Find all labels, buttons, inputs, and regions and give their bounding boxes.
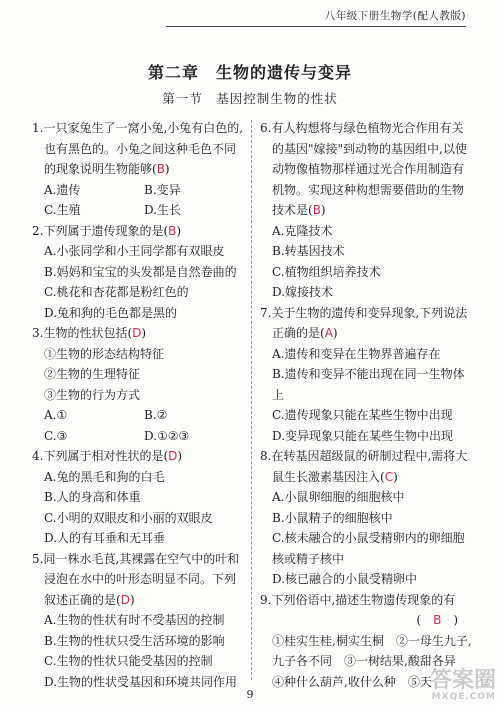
statement-item: ③生物的行为方式 bbox=[44, 387, 141, 402]
statement-item: ②生物的生理特征 bbox=[44, 367, 141, 381]
question-2 bbox=[32, 221, 244, 324]
question-7-stem: 7.关于生物的遗传和变异现象,下列说法正确的是(A) bbox=[260, 305, 468, 340]
question-6-answer: B bbox=[312, 203, 321, 217]
question-1-options-row bbox=[32, 200, 244, 221]
question-9-answer: B bbox=[433, 613, 442, 627]
question-8-stem: 8.在转基因超级鼠的研制过程中,需将大鼠生长激素基因注入(C) bbox=[260, 449, 468, 484]
option-c: C.生殖 bbox=[44, 203, 81, 217]
option-a: A.遗传 bbox=[44, 182, 81, 197]
option-b: B.遗传和变异不能出现在同一生物体上 bbox=[272, 367, 465, 402]
page-number: 9 bbox=[246, 688, 254, 701]
option-c: C.植物组织培养技术 bbox=[272, 264, 381, 279]
question-5-answer: D bbox=[120, 592, 130, 607]
section-title: 第一节 基因控制生物的性状 bbox=[162, 91, 338, 106]
question-5 bbox=[32, 549, 244, 693]
option-b: B.② bbox=[144, 408, 168, 422]
question-4-answer: D bbox=[168, 449, 178, 463]
question-3-options-row bbox=[32, 426, 244, 447]
option-b: B.变异 bbox=[144, 182, 181, 197]
option-b: B.小鼠精子的细胞核中 bbox=[272, 510, 393, 525]
question-4-stem: 4.下列属于相对性状的是(D) bbox=[32, 449, 183, 463]
watermark-logo bbox=[424, 670, 496, 704]
option-d: D.核已融合的小鼠受精卵中 bbox=[272, 572, 418, 586]
option-a: A.① bbox=[44, 408, 68, 422]
running-header: 八年级下册生物学(配人教版) bbox=[166, 8, 466, 27]
option-b: B.妈妈和宝宝的头发都是自然卷曲的 bbox=[44, 264, 237, 279]
option-a: A.遗传和变异在生物界普遍存在 bbox=[272, 346, 441, 361]
watermark-main: 答案圈 bbox=[429, 668, 496, 693]
question-1-stem: 1.一只家兔生了一窝小兔,小兔有白色的,也有黑色的。小兔之间这种毛色不同的现象说明生物能够(B) bbox=[32, 121, 244, 176]
statement-item: ①生物的形态结构特征 bbox=[44, 346, 165, 361]
question-1-answer: B bbox=[156, 162, 165, 176]
option-a: A.小张同学和小王同学都有双眼皮 bbox=[44, 244, 225, 258]
option-d: D.生物的性状受基因和环境共同作用 bbox=[44, 674, 238, 689]
question-9-stem: 9.下列俗语中,描述生物遗传现象的有 bbox=[260, 592, 456, 607]
question-8-answer: C bbox=[384, 469, 394, 484]
option-d: D.生长 bbox=[144, 203, 182, 217]
option-d: D.变异现象只能在某些生物中出现 bbox=[272, 428, 454, 443]
question-2-stem: 2.下列属于遗传现象的是(B) bbox=[32, 223, 182, 238]
right-column bbox=[260, 118, 472, 692]
option-c: C.小明的双眼皮和小丽的双眼皮 bbox=[44, 510, 213, 525]
option-b: B.转基因技术 bbox=[272, 244, 345, 258]
question-9-body: ①桂实生桂,桐实生桐 ②一母生九子,九子各不同 ③一树结果,酸甜各异 ④种什么葫芦,收什么种 ⑤天 bbox=[272, 633, 472, 689]
question-3-stem: 3.生物的性状包括(D) bbox=[32, 326, 147, 340]
option-d: D.嫁接技术 bbox=[272, 285, 334, 299]
option-c: C.③ bbox=[44, 428, 68, 443]
question-8 bbox=[260, 446, 472, 590]
question-9-answer-line: ( B ) bbox=[416, 613, 458, 627]
question-5-stem: 5.同一株水毛茛,其裸露在空气中的叶和浸泡在水中的叶形态明显不同。下列叙述正确的是(D) bbox=[32, 551, 240, 607]
question-6 bbox=[260, 118, 472, 303]
option-b: B.人的身高和体重 bbox=[44, 490, 141, 504]
option-a: A.小鼠卵细胞的细胞核中 bbox=[272, 490, 405, 504]
option-b: B.生物的性状只受生活环境的影响 bbox=[44, 633, 225, 648]
watermark-sub: MXQE.COM bbox=[431, 692, 496, 702]
question-3 bbox=[32, 323, 244, 446]
option-d: D.①②③ bbox=[144, 428, 190, 443]
question-7 bbox=[260, 303, 472, 447]
question-1 bbox=[32, 118, 244, 221]
option-d: D.兔和狗的毛色都是黑的 bbox=[44, 305, 178, 320]
question-2-answer: B bbox=[168, 223, 177, 238]
option-c: C.桃花和杏花都是粉红色的 bbox=[44, 285, 189, 299]
option-a: A.兔的黑毛和狗的白毛 bbox=[44, 469, 165, 484]
option-c: C.核未融合的小鼠受精卵内的卵细胞核或精子核中 bbox=[272, 531, 465, 566]
option-c: C.遗传现象只能在某些生物中出现 bbox=[272, 408, 453, 422]
chapter-title: 第二章 生物的遗传与变异 bbox=[147, 63, 352, 82]
left-column bbox=[32, 118, 244, 692]
option-d: D.人的有耳垂和无耳垂 bbox=[44, 531, 166, 545]
option-a: A.生物的性状有时不受基因的控制 bbox=[44, 613, 225, 627]
option-a: A.克隆技术 bbox=[272, 223, 333, 238]
question-6-stem: 6.有人构想将与绿色植物光合作用有关的基因"嫁接"到动物的基因组中,以使动物像植物那样通过光合作用制造有机物。实现这种构想需要借助的生物技术是(B) bbox=[260, 121, 467, 217]
column-divider bbox=[251, 120, 252, 680]
question-4 bbox=[32, 446, 244, 549]
question-3-answer: D bbox=[132, 326, 142, 340]
question-3-options-row bbox=[32, 405, 244, 426]
question-7-answer: A bbox=[324, 326, 333, 340]
option-c: C.生物的性状只能受基因的控制 bbox=[44, 654, 213, 668]
question-1-options-row bbox=[32, 180, 244, 201]
